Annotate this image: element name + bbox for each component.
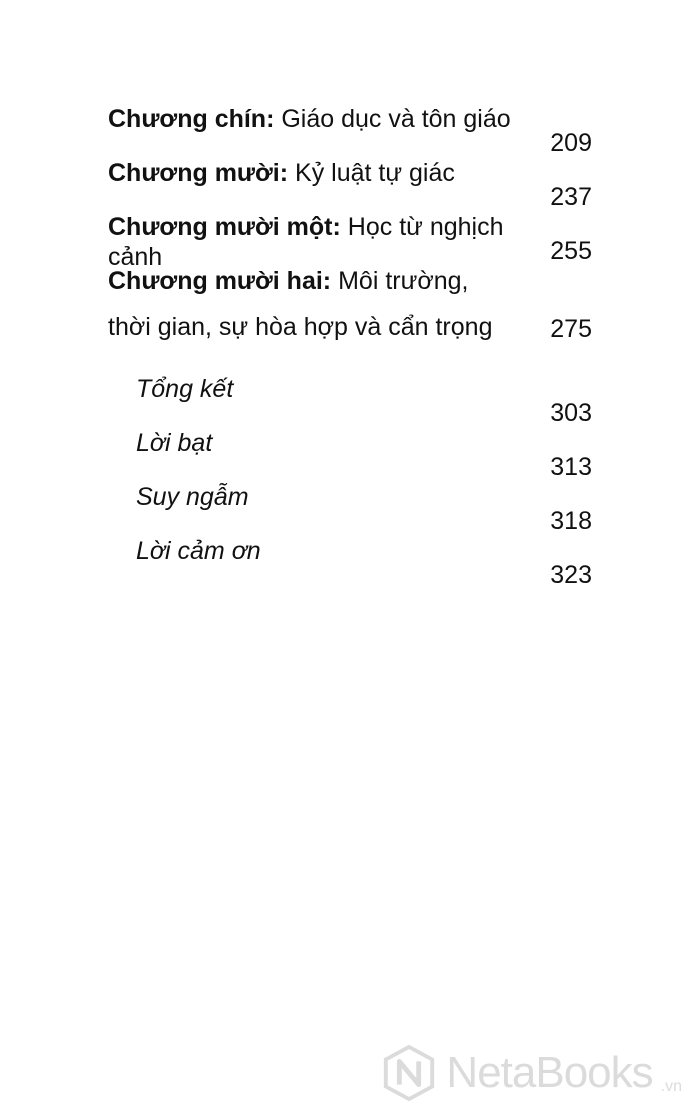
watermark	[380, 1044, 682, 1102]
watermark-brand: NetaBooks	[446, 1048, 653, 1097]
page-number: 237	[550, 183, 592, 211]
chapter-title: Giáo dục và tôn giáo	[274, 105, 511, 133]
page-number: 323	[550, 561, 592, 589]
page-number: 313	[550, 453, 592, 481]
toc-entry-label	[108, 212, 592, 272]
chapter-title: Kỷ luật tự giác	[288, 159, 455, 187]
toc-entry-acknowledgements	[108, 536, 592, 590]
chapter-number: Chương mười một:	[108, 213, 341, 241]
chapter-title: Môi trường,	[331, 267, 469, 295]
toc-entry-label: Suy ngẫm	[136, 483, 249, 511]
page-number: 275	[550, 315, 592, 343]
chapter-number: Chương chín:	[108, 105, 275, 133]
toc-entry-chapter-9	[108, 104, 592, 158]
chapter-number: Chương mười hai:	[108, 267, 332, 295]
page-number: 303	[550, 399, 592, 427]
toc-entry-label: Tổng kết	[136, 375, 234, 403]
toc-entry-summary	[108, 374, 592, 428]
toc-entry-label	[108, 266, 592, 342]
toc-entry-afterword	[108, 428, 592, 482]
page-number: 255	[550, 237, 592, 265]
toc-entry-label: Lời bạt	[136, 429, 213, 457]
toc-entry-label	[108, 104, 592, 134]
page-number: 318	[550, 507, 592, 535]
watermark-suffix: .vn	[660, 1078, 682, 1095]
toc-entry-label	[108, 158, 592, 188]
chapter-number: Chương mười:	[108, 159, 289, 187]
netabooks-logo-icon	[380, 1044, 438, 1102]
toc-entry-chapter-10	[108, 158, 592, 212]
table-of-contents	[108, 104, 592, 590]
chapter-title-continued: thời gian, sự hòa hợp và cẩn trọng	[108, 313, 493, 341]
page-number: 209	[550, 129, 592, 157]
toc-entry-reflections	[108, 482, 592, 536]
toc-entry-label: Lời cảm ơn	[136, 537, 261, 565]
toc-entry-chapter-11	[108, 212, 592, 271]
chapter-title: Học từ nghịch cảnh	[108, 213, 504, 271]
toc-entry-line-1	[108, 266, 522, 296]
toc-entry-chapter-12	[108, 266, 592, 374]
